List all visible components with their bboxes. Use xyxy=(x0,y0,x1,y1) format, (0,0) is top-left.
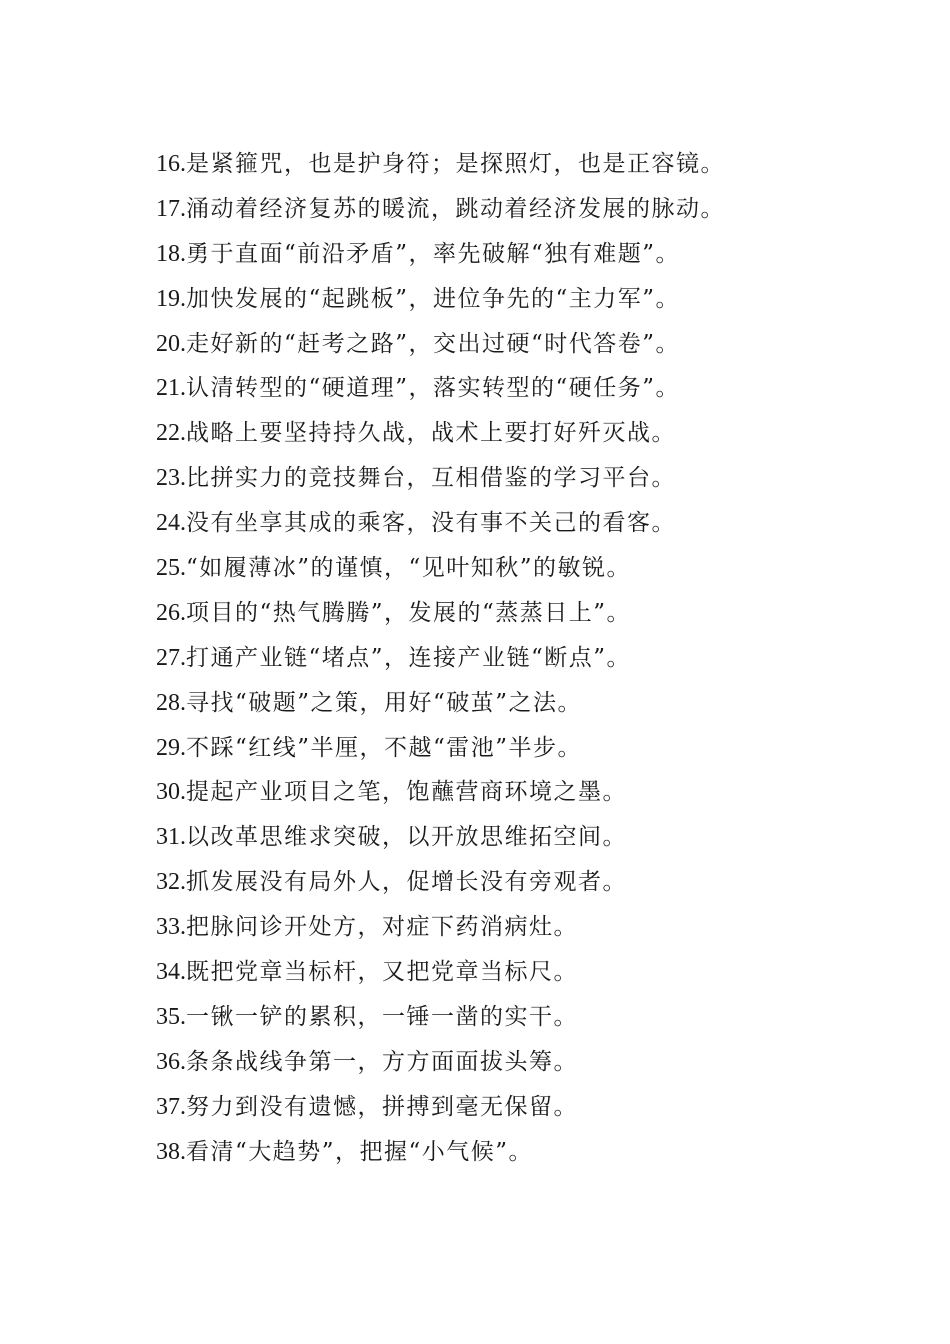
list-item xyxy=(156,591,916,636)
list-item xyxy=(156,636,916,681)
item-number: 34. xyxy=(156,959,186,986)
item-number: 38. xyxy=(156,1138,186,1165)
item-number: 19. xyxy=(156,285,186,312)
list-item xyxy=(156,815,916,860)
item-text: 不踩“红线”半厘，不越“雷池”半步。 xyxy=(186,734,583,761)
item-text: 涌动着经济复苏的暖流，跳动着经济发展的脉动。 xyxy=(186,195,725,222)
list-item xyxy=(156,232,916,277)
list-item xyxy=(156,277,916,322)
item-text: 是紧箍咒，也是护身符；是探照灯，也是正容镜。 xyxy=(186,151,725,177)
item-number: 16. xyxy=(156,151,186,177)
item-text: 比拼实力的竞技舞台，互相借鉴的学习平台。 xyxy=(186,465,676,492)
item-number: 23. xyxy=(156,465,186,492)
item-text: 条条战线争第一，方方面面拔头筹。 xyxy=(186,1048,578,1075)
item-number: 21. xyxy=(156,375,186,402)
item-number: 24. xyxy=(156,510,186,537)
item-text: 既把党章当标杆，又把党章当标尺。 xyxy=(186,959,578,986)
item-text: 加快发展的“起跳板”，进位争先的“主力军”。 xyxy=(186,285,681,312)
list-item xyxy=(156,905,916,950)
item-text: “如履薄冰”的谨慎，“见叶知秋”的敏锐。 xyxy=(186,555,632,582)
item-number: 17. xyxy=(156,195,186,222)
list-item xyxy=(156,546,916,591)
item-number: 36. xyxy=(156,1048,186,1075)
item-number: 31. xyxy=(156,824,186,851)
item-number: 37. xyxy=(156,1093,186,1120)
list-item xyxy=(156,142,916,187)
item-number: 32. xyxy=(156,869,186,896)
item-number: 27. xyxy=(156,644,186,671)
item-text: 把脉问诊开处方，对症下药消病灶。 xyxy=(186,914,578,941)
item-text: 项目的“热气腾腾”，发展的“蒸蒸日上”。 xyxy=(186,599,632,626)
list-item xyxy=(156,1130,916,1175)
list-item xyxy=(156,187,916,232)
item-number: 20. xyxy=(156,330,186,357)
list-item xyxy=(156,681,916,726)
item-number: 22. xyxy=(156,420,186,447)
item-text: 提起产业项目之笔，饱蘸营商环境之墨。 xyxy=(186,779,627,806)
list-item xyxy=(156,456,916,501)
list-item xyxy=(156,1085,916,1130)
item-number: 26. xyxy=(156,599,186,626)
item-text: 战略上要坚持持久战，战术上要打好歼灭战。 xyxy=(186,420,676,447)
list-item xyxy=(156,950,916,995)
list-item xyxy=(156,501,916,546)
list-item xyxy=(156,770,916,815)
item-text: 打通产业链“堵点”，连接产业链“断点”。 xyxy=(186,644,632,671)
item-number: 25. xyxy=(156,555,186,582)
list-item xyxy=(156,366,916,411)
item-text: 认清转型的“硬道理”，落实转型的“硬任务”。 xyxy=(186,375,681,402)
list-item xyxy=(156,860,916,905)
item-text: 以改革思维求突破，以开放思维拓空间。 xyxy=(186,824,627,851)
list-item xyxy=(156,322,916,367)
list-item xyxy=(156,995,916,1040)
item-text: 看清“大趋势”，把握“小气候”。 xyxy=(186,1138,534,1165)
item-number: 29. xyxy=(156,734,186,761)
item-number: 33. xyxy=(156,914,186,941)
list-item xyxy=(156,411,916,456)
item-text: 没有坐享其成的乘客，没有事不关己的看客。 xyxy=(186,510,676,537)
item-number: 28. xyxy=(156,689,186,716)
phrase-list xyxy=(156,142,916,1174)
item-text: 勇于直面“前沿矛盾”，率先破解“独有难题”。 xyxy=(186,240,681,267)
item-text: 抓发展没有局外人，促增长没有旁观者。 xyxy=(186,869,627,896)
list-item xyxy=(156,1040,916,1085)
item-number: 18. xyxy=(156,240,186,267)
item-number: 35. xyxy=(156,1003,186,1030)
item-number: 30. xyxy=(156,779,186,806)
item-text: 寻找“破题”之策，用好“破茧”之法。 xyxy=(186,689,583,716)
list-item xyxy=(156,726,916,771)
item-text: 努力到没有遗憾，拼搏到毫无保留。 xyxy=(186,1093,578,1120)
item-text: 走好新的“赶考之路”，交出过硬“时代答卷”。 xyxy=(186,330,681,357)
item-text: 一锹一铲的累积，一锤一凿的实干。 xyxy=(186,1003,578,1030)
